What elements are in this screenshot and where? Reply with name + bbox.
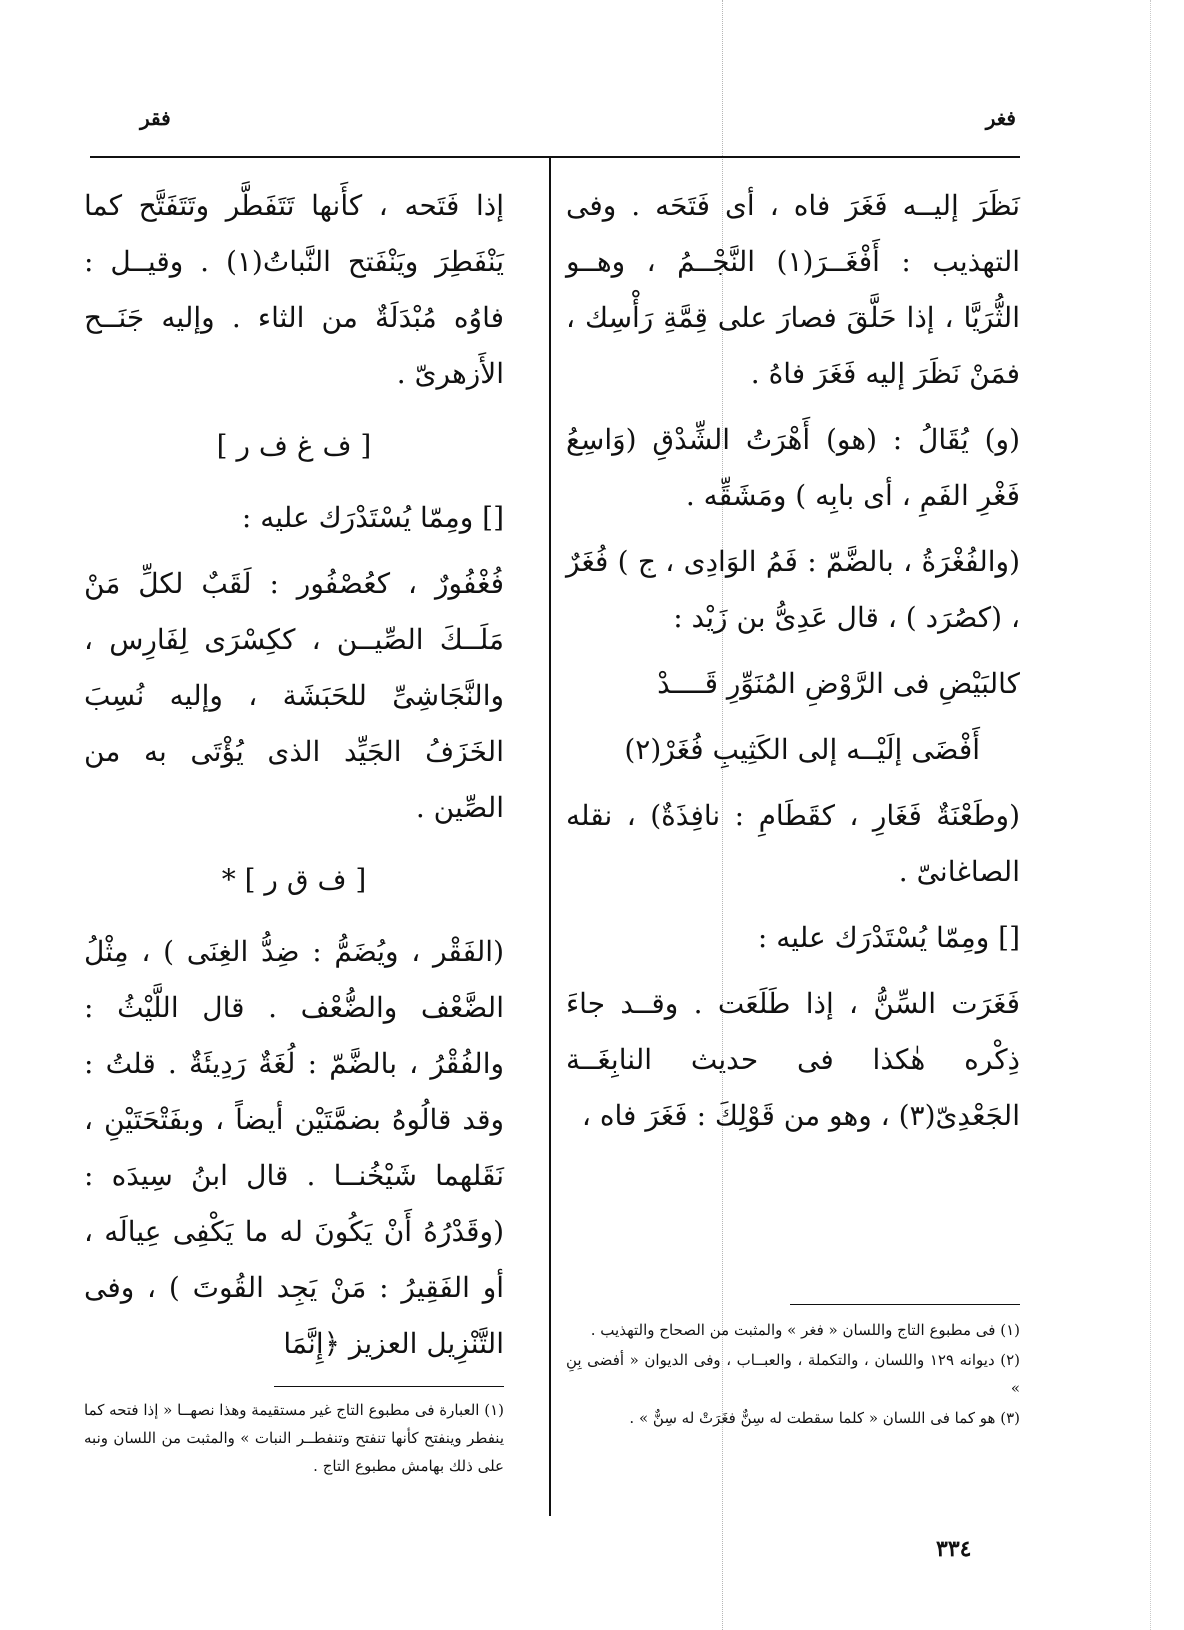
paragraph: (وطَعْنَةٌ فَغَارِ ، كقَطَامِ : نافِذَةٌ) ، نقله الصاغانىّ . — [566, 799, 1020, 888]
page-edge-line — [1150, 0, 1151, 1630]
paragraph: (والفُغْرَةُ ، بالضَّمّ : فَمُ الوَادِى ، ج ) فُغَرٌ ، (كصُرَد ) ، قال عَدِىُّ بن زَيْد : — [566, 545, 1020, 634]
column-divider — [549, 158, 551, 1516]
paragraph: فُغْفُورٌ ، كعُصْفُور : لَقَبٌ لكلِّ مَنْ مَلَــكَ الصِّيــن ، ككِسْرَى لِفَارِس ، والنَّجَاشِىِّ للحَبَشَة ، وإليه نُسِبَ الخَزَفُ الجَيِّد الذى يُؤْتَى به من الصِّين . — [84, 567, 504, 824]
header-rule — [90, 156, 1020, 158]
entry-heading: [ ف غ ف ر ] — [216, 429, 372, 462]
left-column — [84, 178, 504, 1382]
verse-line: أَفْضَى إلَيْــه إلى الكَثِيبِ فُغَرْ(٢) — [624, 733, 980, 766]
page-number: ٣٣٤ — [936, 1536, 972, 1562]
paragraph: فَغَرَت السِّنُّ ، إذا طَلَعَت . وقــد جاءَ ذِكْره هٰكذا فى حديث النابِغَــة الجَعْدِىّ(٣) ، وهو من قَوْلِكَ : فَغَرَ فاه ، — [566, 987, 1020, 1132]
paragraph: (الفَقْر ، ويُضَمُّ : ضِدُّ الغِنَى ) ، مِثْلُ الضَّعْف والضُّعْف . قال اللَّيْثُ : والفُقْرُ ، بالضَّمّ : لُغَةٌ رَدِيئَةٌ . قلتُ : وقد قالُوهُ بضمَّتَيْن أيضاً ، وبفَتْحَتَيْنِ ، نَقَلهما شَيْخُنــا . قال ابنُ سِيدَه : (وقَدْرُهُ أَنْ يَكُونَ له ما يَكْفِى عِيالَه ، أو الفَقِيرُ : مَنْ يَجِد القُوتَ ) ، وفى التَّنْزِيل العزيز ﴿إِنَّمَا — [84, 935, 504, 1360]
footnote-rule — [790, 1304, 1020, 1305]
left-footnotes — [84, 1396, 504, 1482]
paragraph: نَظَرَ إليــه فَغَرَ فاه ، أى فَتَحَه . وفى التهذيب : أَفْغَــرَ(١) النَّجْــمُ ، وهــو الثُّرَيَّا ، إذا حَلَّقَ فصارَ على قِمَّةِ رَأْسِك ، فمَنْ نَظَرَ إليه فَغَرَ فاهُ . — [566, 189, 1020, 390]
footnote: (٣) هو كما فى اللسان « كلما سقطت له سِنٌّ فغَرَتْ له سِنٌّ » . — [629, 1409, 1020, 1427]
footnote: (١) العبارة فى مطبوع التاج غير مستقيمة وهذا نصهــا « إذا فتحه كما ينفطر وينفتح كأنها تنفتح وتنفطــر النبات » والمثبت من اللسان ونبه على ذلك بهامش مطبوع التاج . — [84, 1401, 504, 1475]
paragraph: [] ومِمّا يُسْتَدْرَك عليه : — [241, 501, 504, 534]
right-column — [566, 178, 1020, 1154]
footnote: (٢) ديوانه ١٢٩ واللسان ، والتكملة ، والعبــاب ، وفى الديوان « أفضى بِنِ » — [566, 1351, 1020, 1397]
running-header-left: فقر — [140, 106, 171, 130]
paragraph: (و) يُقَالُ : (هو) أَهْرَتُ الشِّدْقِ (وَاسِعُ فَغْرِ الفَمِ ، أى بابِه ) ومَشَقِّه . — [566, 423, 1020, 512]
right-footnotes — [566, 1316, 1020, 1434]
entry-heading: [ ف ق ر ] * — [221, 863, 367, 896]
paragraph: إذا فَتَحه ، كأَنها تَتَفَطَّر وتَتَفَتَّح كما يَنْفَطِرَ ويَنْفَتح النَّباتُ(١) . وقيــل : فاوُه مُبْدَلَةٌ من الثاء . وإليه جَنَــح الأَزهرىّ . — [84, 189, 504, 390]
running-header-right: فغر — [985, 106, 1016, 130]
footnote: (١) فى مطبوع التاج واللسان « فغر » والمثبت من الصحاح والتهذيب . — [590, 1321, 1020, 1339]
footnote-rule — [274, 1386, 504, 1387]
verse-line: كالبَيْضِ فى الرَّوْضِ المُنَوِّرِ قَــــدْ — [657, 667, 1020, 700]
paragraph: [] ومِمّا يُسْتَدْرَك عليه : — [757, 921, 1020, 954]
